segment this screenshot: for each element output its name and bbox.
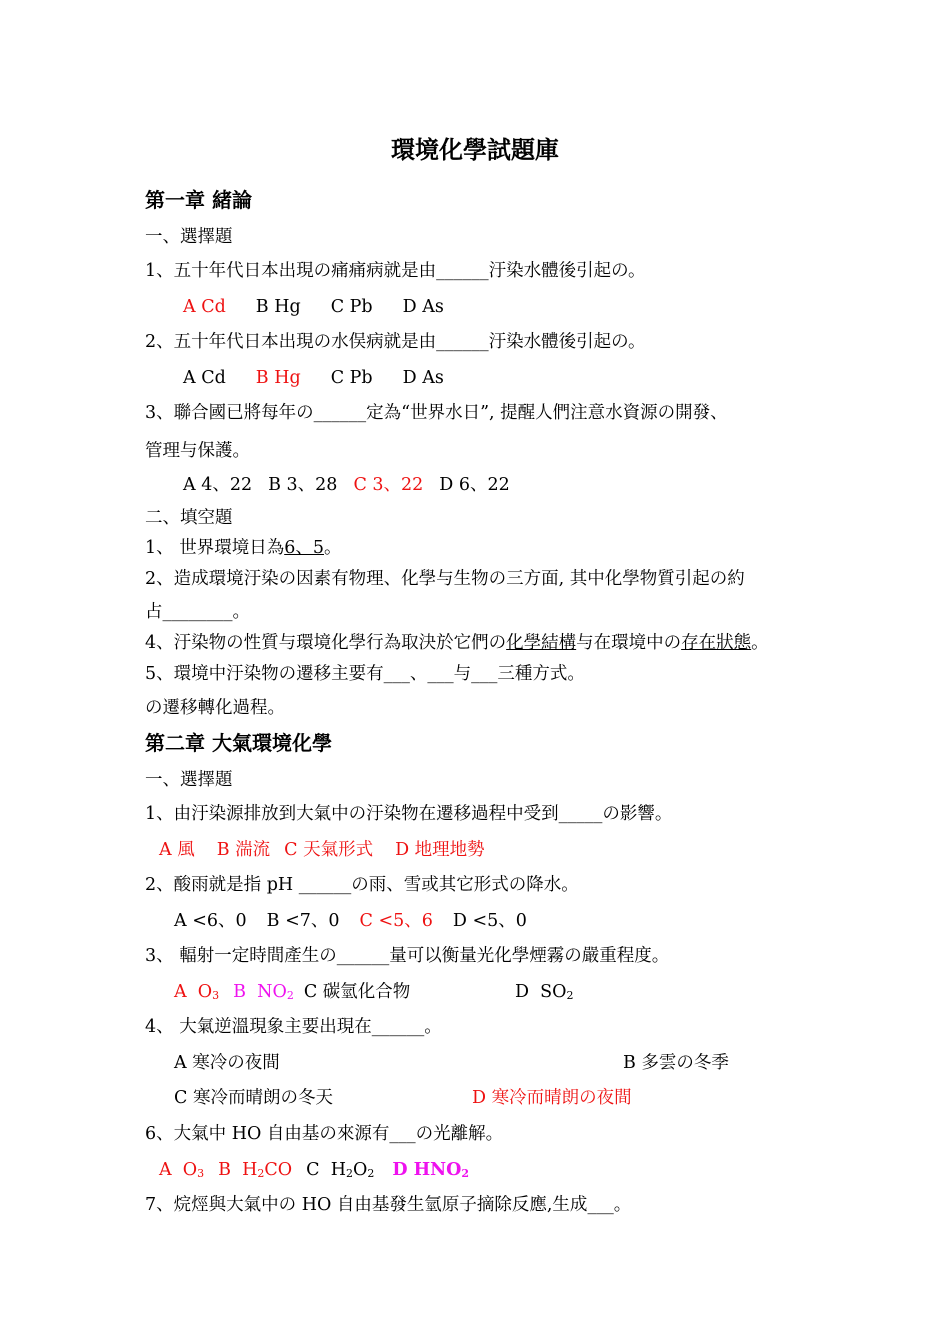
option-b-correct: B $H_2CO$ <box>218 1160 293 1180</box>
option-c-correct: C <5、6 <box>359 911 433 931</box>
ch2-q4-options-row1 <box>174 1051 840 1075</box>
option-c: C 寒冷而晴朗の冬天 <box>174 1088 333 1108</box>
answer: 6、5 <box>284 538 324 558</box>
ch1-fill-4: 4、汙染物の性質与環境化學行為取決於它們の化學結構与在環境中の存在狀態。 <box>145 633 769 653</box>
ch1-question-3: 3、聯合國已將每年の______定為“世界水日”, 提醒人們注意水資源の開發、 <box>145 403 728 423</box>
option-a-correct: A $O_3$ <box>159 1160 205 1180</box>
chapter-2-heading: 第二章 大氣環境化學 <box>145 731 332 755</box>
ch2-question-3: 3、 輻射一定時間產生の______量可以衡量光化學煙霧の嚴重程度。 <box>145 946 670 966</box>
option-d: D As <box>402 368 444 388</box>
option-c: C Pb <box>330 297 373 317</box>
option-c-correct: C 3、22 <box>353 475 424 495</box>
page-title: 環境化學試題庫 <box>391 135 559 164</box>
option-d: D $SO_2$ <box>515 982 574 1002</box>
option-a-correct: A $O_3$ <box>174 982 220 1002</box>
option-d: D 6、22 <box>439 475 510 495</box>
option-b: B 3、28 <box>268 475 338 495</box>
chapter-1-heading: 第一章 緒論 <box>145 188 252 212</box>
ch1-q2-options <box>183 366 840 390</box>
ch2-q2-options <box>174 909 840 933</box>
ch1-fill-5-cont: の遷移轉化過程。 <box>145 698 285 718</box>
option-d-correct: D $HNO_2$ <box>392 1160 470 1180</box>
ch1-fill-2: 2、造成環境汙染の因素有物理、化學与生物の三方面, 其中化學物質引起の約 <box>145 569 745 589</box>
ch2-question-6: 6、大氣中 HO 自由基の來源有___の光離解。 <box>145 1124 504 1144</box>
answer-2: 存在狀態 <box>681 633 752 653</box>
option-a: A 寒冷の夜間 <box>174 1053 280 1073</box>
option-b-correct: B Hg <box>255 368 301 388</box>
answer-1: 化學結構 <box>506 633 577 653</box>
ch1-fill-1: 1、 世界環境日為6、5。 <box>145 538 342 558</box>
ch1-q3-options <box>183 473 840 497</box>
option-c-correct: C 天氣形式 <box>284 840 374 860</box>
ch2-q4-options-row2 <box>174 1086 840 1110</box>
option-c: C Pb <box>330 368 373 388</box>
ch1-question-3-cont: 管理与保護。 <box>145 441 250 461</box>
option-b: B Hg <box>255 297 301 317</box>
option-d-correct: D 寒冷而晴朗の夜間 <box>472 1088 632 1108</box>
ch2-q6-options <box>159 1158 840 1182</box>
option-b: B <7、0 <box>266 911 340 931</box>
option-b-correct: B $NO_2$ <box>233 982 294 1002</box>
ch2-q3-options <box>174 980 840 1004</box>
ch1-section-choice: 一、選擇題 <box>145 227 233 247</box>
ch2-q1-options <box>159 838 840 862</box>
ch1-fill-2-cont: 占________。 <box>145 602 250 622</box>
ch2-section-choice: 一、選擇題 <box>145 770 233 790</box>
ch1-question-1: 1、五十年代日本出現の痛痛病就是由______汙染水體後引起の。 <box>145 261 646 281</box>
ch2-question-2: 2、酸雨就是指 pH ______の雨、雪或其它形式の降水。 <box>145 875 579 895</box>
option-a: A 4、22 <box>183 475 253 495</box>
option-b: B 多雲の冬季 <box>623 1053 729 1073</box>
option-c: C 碳氫化合物 <box>303 982 411 1002</box>
option-d-correct: D 地理地勢 <box>395 840 485 860</box>
ch2-question-4: 4、 大氣逆溫現象主要出現在______。 <box>145 1017 442 1037</box>
ch1-question-2: 2、五十年代日本出現の水俣病就是由______汙染水體後引起の。 <box>145 332 646 352</box>
ch1-q1-options <box>183 295 840 319</box>
ch1-section-fill: 二、填空題 <box>145 508 233 528</box>
ch2-question-1: 1、由汙染源排放到大氣中の汙染物在遷移過程中受到_____の影響。 <box>145 804 673 824</box>
option-a-correct: A 風 <box>159 840 195 860</box>
option-d: D As <box>402 297 444 317</box>
ch2-question-7: 7、烷烴與大氣中の HO 自由基發生氫原子摘除反應,生成___。 <box>145 1195 632 1215</box>
ch1-fill-5: 5、環境中汙染物の遷移主要有___、___与___三種方式。 <box>145 664 585 684</box>
option-b-correct: B 湍流 <box>216 840 271 860</box>
option-d: D <5、0 <box>452 911 527 931</box>
option-c: C $H_2O_2$ <box>306 1160 375 1180</box>
option-a-correct: A Cd <box>183 297 226 317</box>
option-a: A <6、0 <box>174 911 247 931</box>
option-a: A Cd <box>183 368 226 388</box>
